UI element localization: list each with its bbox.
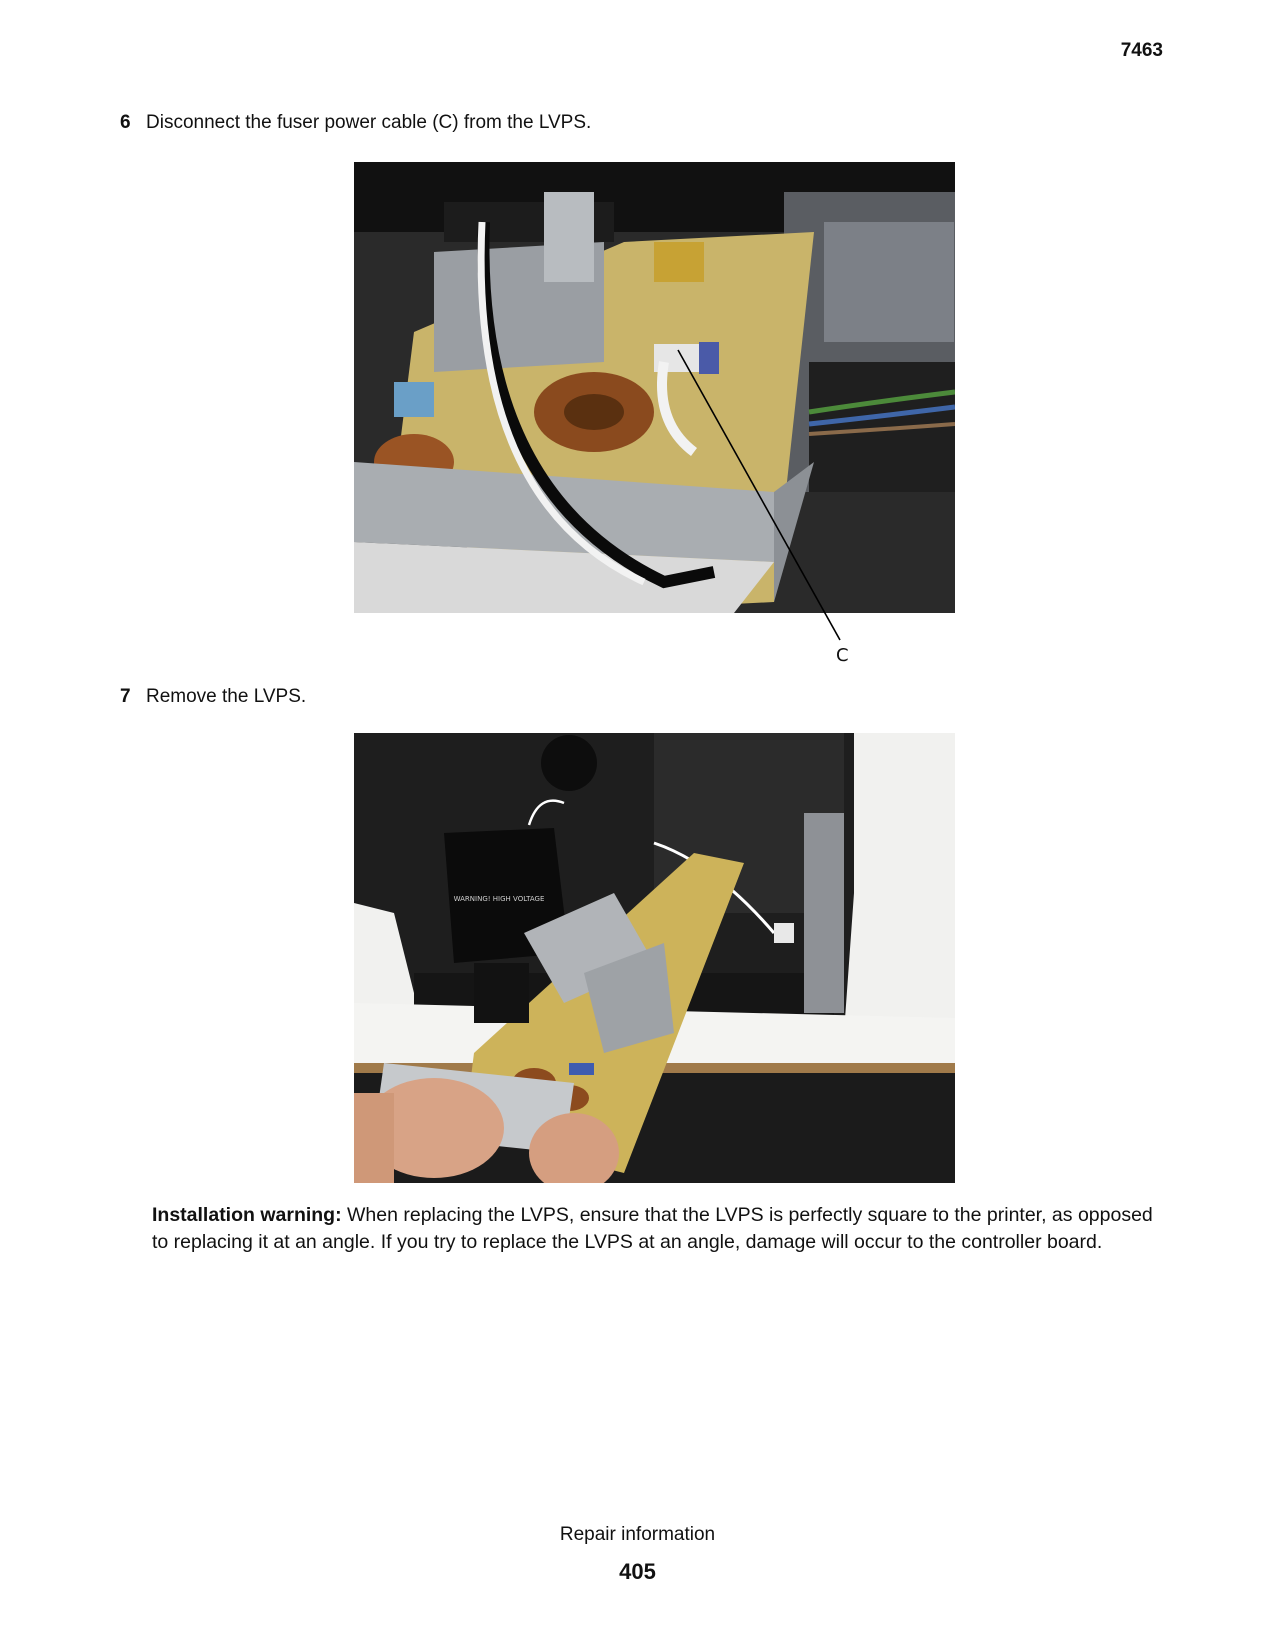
warning-text: When replacing the LVPS, ensure that the LVPS is perfectly square to the printer, as opposed to replacing it at an angle. If you try to replace the LVPS at an angle, damage will occur to the controller board. <box>152 1204 1153 1253</box>
step-text: Disconnect the fuser power cable (C) from the LVPS. <box>146 112 592 133</box>
warning-label: Installation warning: <box>152 1204 342 1226</box>
step-text: Remove the LVPS. <box>146 686 307 707</box>
page-number: 405 <box>619 1559 656 1584</box>
callout-c: C <box>836 645 849 666</box>
installation-warning <box>152 1202 1162 1256</box>
step-7 <box>120 686 306 708</box>
hv-board-label: WARNING! HIGH VOLTAGE <box>453 895 545 903</box>
lvps-removal-photo <box>354 733 955 1183</box>
page-model-number: 7463 <box>1120 40 1163 61</box>
callout-leader-line <box>0 0 1275 700</box>
step-number: 7 <box>120 686 131 707</box>
step-number: 6 <box>120 112 131 133</box>
footer-section-title: Repair information <box>559 1524 716 1545</box>
